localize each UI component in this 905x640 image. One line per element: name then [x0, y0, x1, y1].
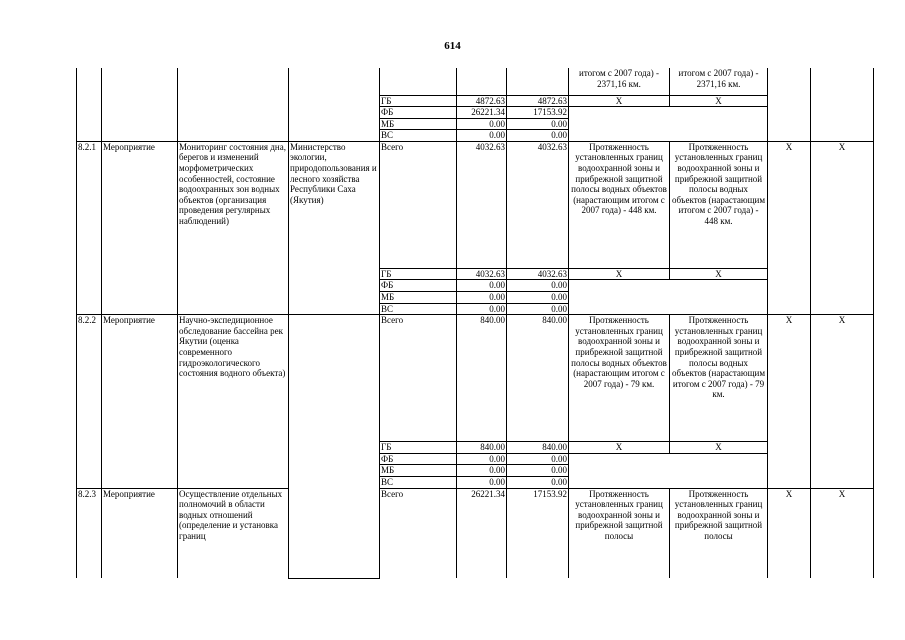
num-cell: 8.2.2 — [77, 315, 102, 488]
value-cell: 840.00 — [507, 442, 569, 454]
source-cell: ФБ — [380, 453, 457, 465]
source-cell: Всего — [380, 488, 457, 578]
num-cell: 8.2.1 — [77, 141, 102, 314]
indicator-cell: Протяженность установленных границ водоохранной зоны и прибрежной защитной полосы — [569, 488, 670, 578]
value-cell: 0.00 — [507, 280, 569, 292]
value-cell: 26221.34 — [457, 488, 507, 578]
value-cell: 17153.92 — [507, 488, 569, 578]
type-cell: Мероприятие — [102, 315, 178, 488]
executor-cell: Министерство экологии, природопользования и лесного хозяйства Республики Саха (Якутия) — [289, 141, 380, 314]
program-table — [76, 68, 874, 579]
empty-cell — [569, 107, 670, 142]
source-cell: ВС — [380, 130, 457, 142]
value-cell: 4032.63 — [457, 141, 507, 268]
indicator-cell: Протяженность установленных границ водоохранной зоны и прибрежной защитной полосы водных объектов (нарастающим итогом с 2007 года) - 448 км. — [670, 141, 768, 268]
value-cell: 0.00 — [457, 130, 507, 142]
executor-cell — [289, 315, 380, 578]
value-cell — [507, 68, 569, 95]
indicator-cell: Протяженность установленных границ водоохранной зоны и прибрежной защитной полосы — [670, 488, 768, 578]
name-cell: Научно-экспедиционное обследование бассейна рек Якутии (оценка современного гидроэкологического состояния водного объекта) — [178, 315, 289, 488]
x-cell: X — [768, 141, 811, 314]
indicator-cell: Протяженность установленных границ водоохранной зоны и прибрежной защитной полосы водных объектов (нарастающим итогом с 2007 года) - 79 км. — [569, 315, 670, 442]
indicator-cell: X — [670, 95, 768, 107]
x-cell — [811, 68, 874, 141]
source-cell — [380, 68, 457, 95]
indicator-cell: X — [670, 268, 768, 280]
value-cell: 17153.92 — [507, 107, 569, 119]
type-cell — [102, 68, 178, 141]
empty-cell — [670, 107, 768, 142]
value-cell: 0.00 — [507, 303, 569, 315]
value-cell: 0.00 — [457, 477, 507, 489]
source-cell: ФБ — [380, 107, 457, 119]
value-cell: 4032.63 — [457, 268, 507, 280]
value-cell: 4032.63 — [507, 268, 569, 280]
source-cell: ГБ — [380, 95, 457, 107]
page-number: 614 — [444, 40, 461, 52]
value-cell: 0.00 — [507, 477, 569, 489]
value-cell: 4872.63 — [507, 95, 569, 107]
x-cell — [768, 68, 811, 141]
indicator-cell: итогом с 2007 года) - 2371,16 км. — [569, 68, 670, 95]
empty-cell — [569, 453, 670, 488]
source-cell: МБ — [380, 465, 457, 477]
num-cell: 8.2.3 — [77, 488, 102, 578]
indicator-cell: X — [569, 442, 670, 454]
indicator-cell: Протяженность установленных границ водоохранной зоны и прибрежной защитной полосы водных объектов (нарастающим итогом с 2007 года) - 79 км. — [670, 315, 768, 442]
value-cell: 26221.34 — [457, 107, 507, 119]
value-cell: 0.00 — [457, 453, 507, 465]
value-cell: 0.00 — [457, 292, 507, 304]
value-cell: 0.00 — [507, 130, 569, 142]
table-row — [77, 315, 874, 442]
source-cell: ГБ — [380, 442, 457, 454]
value-cell: 840.00 — [457, 442, 507, 454]
table-row — [77, 488, 874, 578]
x-cell: X — [768, 315, 811, 488]
executor-cell — [289, 68, 380, 141]
name-cell: Мониторинг состояния дна, берегов и изменений морфометрических особенностей, состояние водоохранных зон водных объектов (организация проведения регулярных наблюдений) — [178, 141, 289, 314]
value-cell: 840.00 — [457, 315, 507, 442]
indicator-cell: итогом с 2007 года) - 2371,16 км. — [670, 68, 768, 95]
indicator-cell: X — [569, 95, 670, 107]
source-cell: ФБ — [380, 280, 457, 292]
value-cell: 0.00 — [507, 292, 569, 304]
empty-cell — [569, 280, 670, 315]
name-cell — [178, 68, 289, 141]
table-row — [77, 68, 874, 95]
source-cell: ГБ — [380, 268, 457, 280]
value-cell — [457, 68, 507, 95]
value-cell: 4872.63 — [457, 95, 507, 107]
value-cell: 0.00 — [507, 453, 569, 465]
empty-cell — [670, 453, 768, 488]
source-cell: Всего — [380, 315, 457, 442]
value-cell: 0.00 — [457, 118, 507, 130]
source-cell: ВС — [380, 477, 457, 489]
value-cell: 0.00 — [507, 465, 569, 477]
source-cell: ВС — [380, 303, 457, 315]
indicator-cell: X — [569, 268, 670, 280]
x-cell: X — [811, 488, 874, 578]
value-cell: 0.00 — [457, 280, 507, 292]
type-cell: Мероприятие — [102, 488, 178, 578]
indicator-cell: Протяженность установленных границ водоохранной зоны и прибрежной защитной полосы водных объектов (нарастающим итогом с 2007 года) - 448 км. — [569, 141, 670, 268]
indicator-cell: X — [670, 442, 768, 454]
source-cell: Всего — [380, 141, 457, 268]
x-cell: X — [811, 315, 874, 488]
value-cell: 840.00 — [507, 315, 569, 442]
value-cell: 4032.63 — [507, 141, 569, 268]
x-cell: X — [768, 488, 811, 578]
type-cell: Мероприятие — [102, 141, 178, 314]
value-cell: 0.00 — [457, 303, 507, 315]
source-cell: МБ — [380, 118, 457, 130]
table-row — [77, 141, 874, 268]
value-cell: 0.00 — [507, 118, 569, 130]
source-cell: МБ — [380, 292, 457, 304]
num-cell — [77, 68, 102, 141]
empty-cell — [670, 280, 768, 315]
x-cell: X — [811, 141, 874, 314]
value-cell: 0.00 — [457, 465, 507, 477]
name-cell: Осуществление отдельных полномочий в области водных отношений (определение и установка границ — [178, 488, 289, 578]
